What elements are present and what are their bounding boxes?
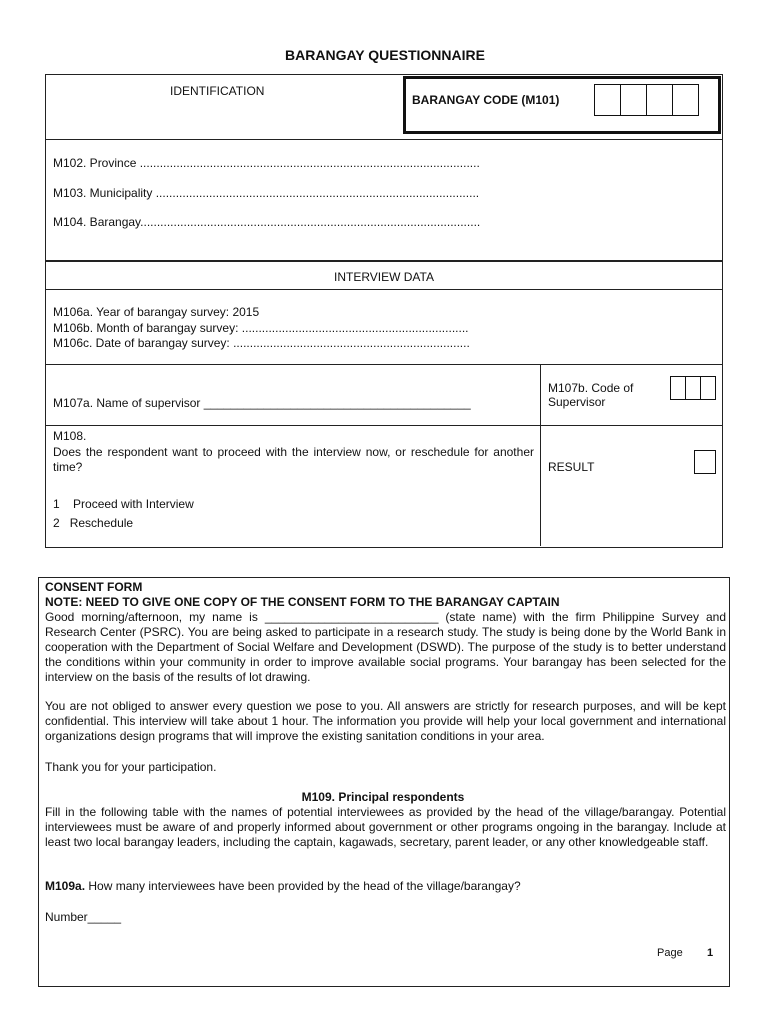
consent-heading: CONSENT FORM <box>45 580 143 594</box>
divider <box>45 425 723 426</box>
consent-paragraph-1: Good morning/afternoon, my name is __________________________ (state name) with the firm Philippine Survey and Research Center (PSRC). You are being asked to participate in a research study. The study is being done by the World Bank in cooperation with the Department of Social Welfare and Development (DSWD). The purpose of the study is to better understand the conditions within your community in order to improve available social programs. Your barangay has been selected for the interview on the basis of the results of lot drawing. <box>45 610 726 684</box>
m109a-text: How many interviewees have been provided by the head of the village/barangay? <box>85 879 521 893</box>
province-field[interactable]: M102. Province ...................................................................................................... <box>53 156 480 170</box>
page-number: 1 <box>707 947 714 959</box>
survey-year-field: M106a. Year of barangay survey: 2015 <box>53 305 260 319</box>
m109a-question <box>45 879 521 893</box>
consent-paragraph-3: Thank you for your participation. <box>45 760 217 774</box>
option-number: 1 <box>53 497 60 511</box>
identification-heading: IDENTIFICATION <box>170 84 265 98</box>
survey-date-field[interactable]: M106c. Date of barangay survey: ....................................................................... <box>53 336 470 350</box>
option-text: Proceed with Interview <box>73 497 194 511</box>
divider <box>45 289 723 290</box>
m108-label: M108. <box>53 429 87 443</box>
number-field[interactable]: Number_____ <box>45 910 122 924</box>
m108-question: Does the respondent want to proceed with the interview now, or reschedule for another time? <box>53 445 534 474</box>
supervisor-code-cell[interactable] <box>670 376 685 400</box>
supervisor-code-label-line1: M107b. Code of <box>548 381 634 395</box>
consent-paragraph-2: You are not obliged to answer every question we pose to you. All answers are strictly for research purposes, and will be kept confidential. This interview will take about 1 hour. The information you provide will help your local government and international organizations design programs that will improve the existing sanitation conditions in your area. <box>45 699 726 743</box>
column-divider <box>540 364 541 546</box>
supervisor-code-label <box>548 381 633 409</box>
m109a-label: M109a. <box>45 879 86 893</box>
option-proceed <box>53 497 194 511</box>
divider <box>45 364 723 365</box>
consent-note: NOTE: NEED TO GIVE ONE COPY OF THE CONSENT FORM TO THE BARANGAY CAPTAIN <box>45 595 560 609</box>
result-label: RESULT <box>548 460 595 474</box>
page-label: Page <box>657 947 683 959</box>
result-input[interactable] <box>694 450 716 474</box>
option-number: 2 <box>53 516 60 530</box>
m109-text: Fill in the following table with the names of potential interviewees as provided by the head of the village/barangay. Potential interviewees must be aware of and properly informed about government or other programs ongoing in the barangay. Include at least two local barangay leaders, including the captain, kagawads, secretary, parent leader, or any other knowledgeable staff. <box>45 805 726 849</box>
page-title: BARANGAY QUESTIONNAIRE <box>285 47 485 63</box>
m109-heading: M109. Principal respondents <box>301 790 465 804</box>
interview-heading: INTERVIEW DATA <box>333 270 434 284</box>
supervisor-code-cell[interactable] <box>700 376 716 400</box>
supervisor-code-label-line2: Supervisor <box>548 395 606 409</box>
code-cell[interactable] <box>594 84 620 116</box>
supervisor-name-field[interactable]: M107a. Name of supervisor ________________________________________ <box>53 396 471 410</box>
supervisor-code-input[interactable] <box>670 376 716 400</box>
code-cell[interactable] <box>620 84 646 116</box>
supervisor-code-cell[interactable] <box>685 376 700 400</box>
option-text: Reschedule <box>69 516 134 530</box>
municipality-field[interactable]: M103. Municipality ................................................................................................. <box>53 186 480 200</box>
option-reschedule <box>53 516 133 530</box>
barangay-field[interactable]: M104. Barangay...................................................................................................... <box>53 215 481 229</box>
code-cell[interactable] <box>672 84 699 116</box>
barangay-code-input[interactable] <box>594 84 699 116</box>
barangay-code-label: BARANGAY CODE (M101) <box>412 93 560 107</box>
code-cell[interactable] <box>646 84 672 116</box>
divider <box>45 139 723 140</box>
survey-month-field[interactable]: M106b. Month of barangay survey: .................................................................... <box>53 321 469 335</box>
